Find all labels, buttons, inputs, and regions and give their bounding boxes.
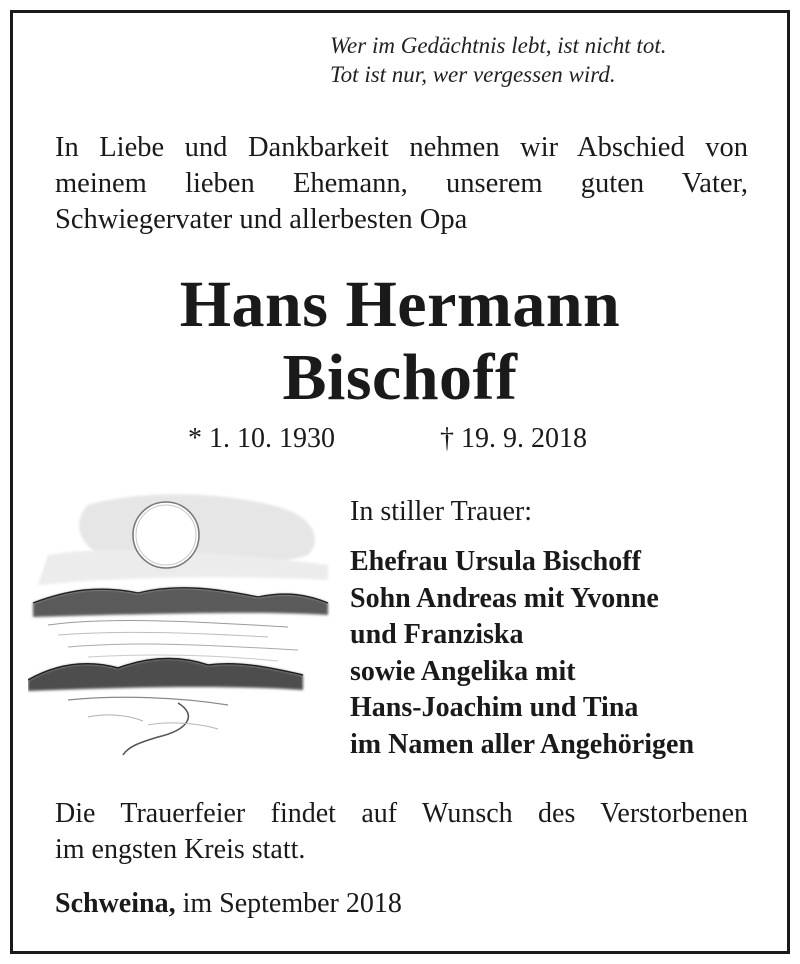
service-line-2: im engsten Kreis statt. [55,834,306,865]
mourning-heading: In stiller Trauer: [350,496,532,527]
mourner-line: Hans-Joachim und Tina [350,692,639,723]
quote-line-2: Tot ist nur, wer vergessen wird. [330,62,616,87]
mourner-line: im Namen aller Angehörigen [350,728,695,760]
memorial-quote [330,31,750,89]
mourner-line: Ehefrau Ursula Bischoff [350,546,641,577]
intro-text [55,130,748,238]
intro-line-1: In Liebe und Dankbarkeit nehmen wir Abschied von [55,132,748,163]
mourner-line: sowie Angelika mit [350,655,576,687]
service-line-1: Die Trauerfeier findet auf Wunsch des Verstorbenen [55,798,748,829]
deceased-name-last: Bischoff [282,341,518,414]
deceased-name-first: Hans Hermann [179,268,621,341]
place-name: Schweina, [55,888,176,919]
closing-date: im September 2018 [175,888,402,919]
mourner-line: und Franziska [350,619,524,650]
intro-line-2: meinem lieben Ehemann, unserem guten Vater, [55,168,748,199]
place-and-date [55,888,402,920]
birth-date: * 1. 10. 1930 [188,423,335,454]
intro-line-3: Schwiegervater und allerbesten Opa [55,204,468,235]
mourners-list [350,544,694,763]
quote-line-1: Wer im Gedächtnis lebt, ist nicht tot. [330,33,667,58]
mourner-line: Sohn Andreas mit Yvonne [350,582,659,614]
funeral-service-note [55,796,748,868]
death-date: † 19. 9. 2018 [440,423,587,454]
sunset-landscape-illustration [28,485,338,760]
